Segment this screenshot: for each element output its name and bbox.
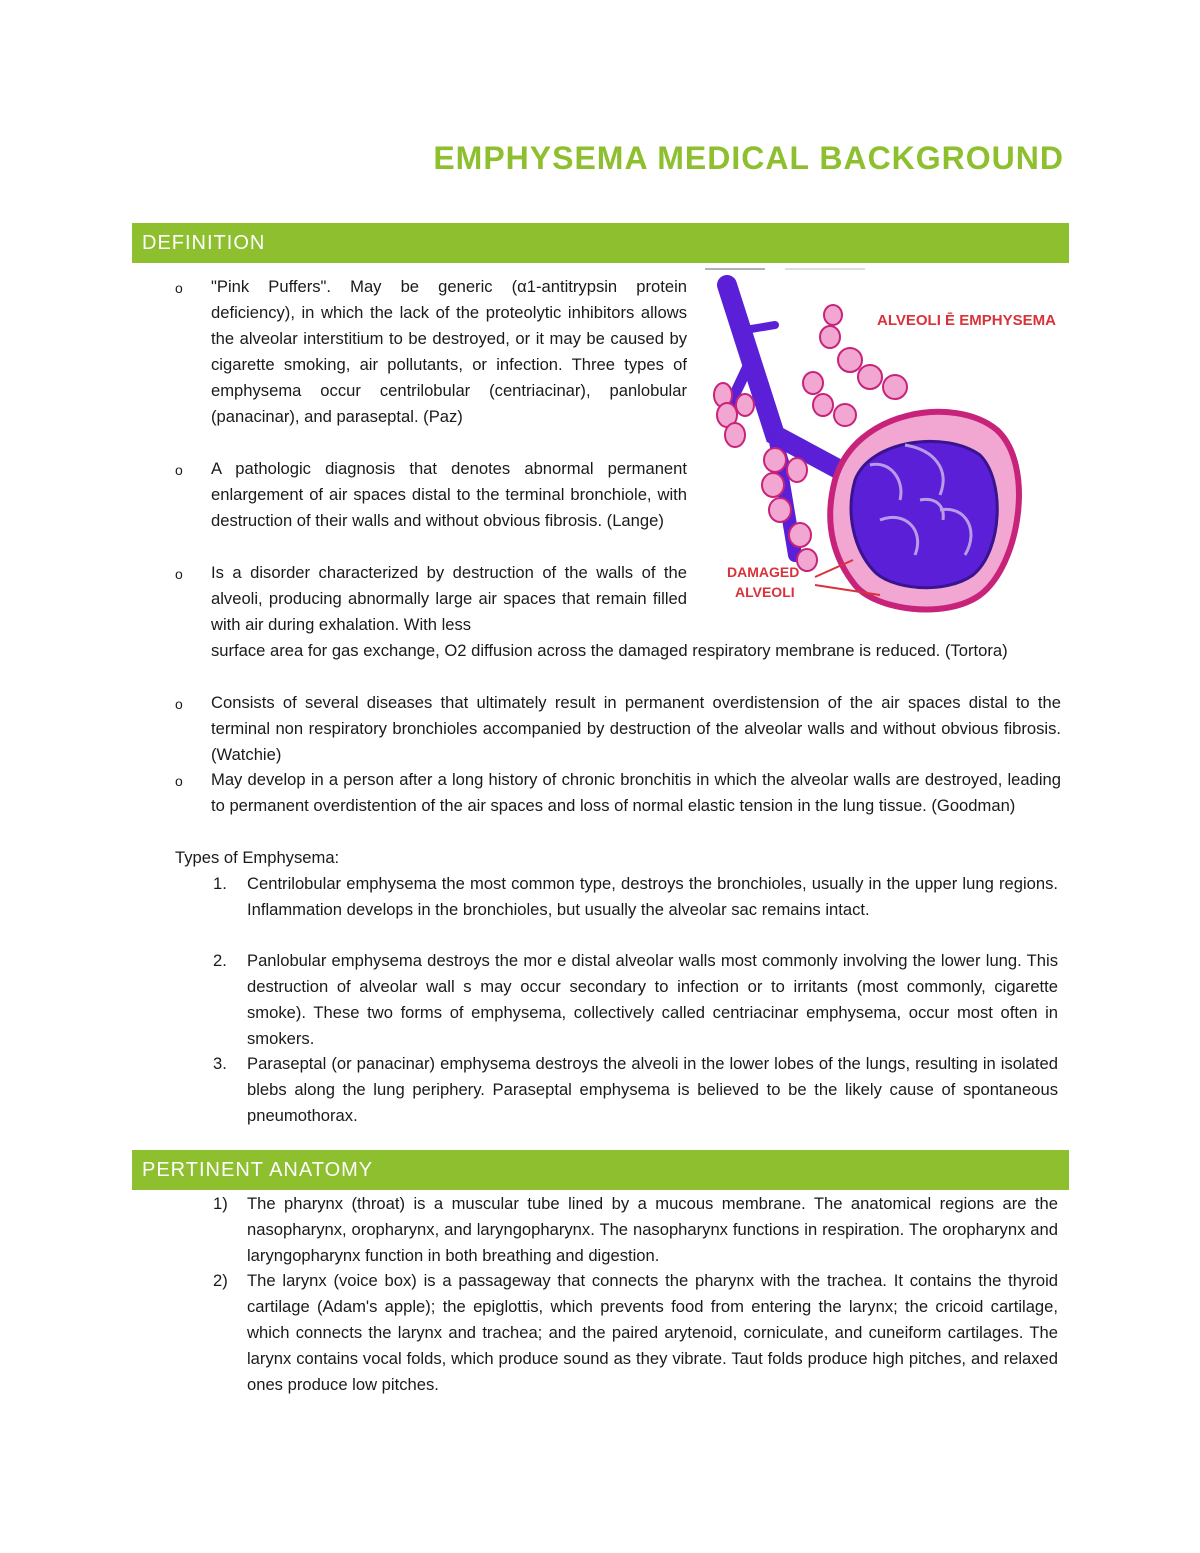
- definition-item: A pathologic diagnosis that denotes abnormal permanent enlargement of air spaces distal to the terminal bronchiole, with destruction of their walls and without obvious fibrosis. (Lange): [211, 459, 687, 530]
- bullet-marker: o: [175, 696, 183, 712]
- anatomy-item: The pharynx (throat) is a muscular tube lined by a mucous membrane. The anatomical regions are the nasopharynx, oropharynx, and laryngopharynx. The nasopharynx functions in respiration. The oropharynx and laryngopharynx function in both breathing and digestion.: [247, 1194, 1058, 1265]
- definition-item-continued: surface area for gas exchange, O2 diffusion across the damaged respiratory membrane is reduced. (Tortora): [211, 641, 1008, 660]
- enlarged-alveolus: [830, 412, 1019, 610]
- definition-item: Is a disorder characterized by destruction of the walls of the alveoli, producing abnormally large air spaces that remain filled with air during exhalation. With less: [211, 563, 687, 634]
- figure-label-top: ALVEOLI Ē EMPHYSEMA: [877, 312, 1056, 329]
- bullet-marker: o: [175, 280, 183, 296]
- bullet-marker: o: [175, 462, 183, 478]
- bullet-marker: o: [175, 566, 183, 582]
- figure-label-damaged: DAMAGED: [727, 564, 800, 580]
- types-item: Panlobular emphysema destroys the mor e distal alveolar walls most commonly involving the lower lung. This destruction of alveolar wall s may occur secondary to infection or to irritants (most commonly, cigarette smoke). These two forms of emphysema, collectively called centriacinar emphysema, occur most often in smokers.: [247, 951, 1058, 1048]
- definition-item: "Pink Puffers". May be generic (α1-antitrypsin protein deficiency), in which the lack of the proteolytic inhibitors allows the alveolar interstitium to be destroyed, or it may be caused by cigarette smoking, air pollutants, or infection. Three types of emphysema occur centrilobular (centriacinar), panlobular (panacinar), and paraseptal. (Paz): [211, 277, 687, 426]
- section-header-anatomy: PERTINENT ANATOMY: [132, 1150, 1069, 1190]
- definition-item: Consists of several diseases that ultimately result in permanent overdistension of the air spaces distal to the terminal non respiratory bronchioles accompanied by destruction of the alveolar walls and without obvious fibrosis. (Watchie): [211, 693, 1061, 764]
- definition-item: May develop in a person after a long history of chronic bronchitis in which the alveolar walls are destroyed, leading to permanent overdistention of the air spaces and loss of normal elastic tension in the lung tissue. (Goodman): [211, 770, 1061, 815]
- list-number: 1): [213, 1194, 228, 1213]
- types-item: Paraseptal (or panacinar) emphysema destroys the alveoli in the lower lobes of the lungs, resulting in isolated blebs along the lung periphery. Paraseptal emphysema is believed to be the likely cause of spontaneous pneumothorax.: [247, 1054, 1058, 1125]
- anatomy-item: The larynx (voice box) is a passageway that connects the pharynx with the trachea. It contains the thyroid cartilage (Adam's apple); the epiglottis, which prevents food from entering the larynx; the cricoid cartilage, which connects the larynx and trachea; and the paired arytenoid, corniculate, and cuneiform cartilages. The larynx contains vocal folds, which produce sound as they vibrate. Taut folds produce high pitches, and relaxed ones produce low pitches.: [247, 1271, 1058, 1394]
- types-heading: Types of Emphysema:: [175, 848, 340, 867]
- figure-label-alveoli: ALVEOLI: [735, 584, 795, 600]
- bullet-marker: o: [175, 773, 183, 789]
- alveoli-emphysema-illustration: [705, 265, 1060, 635]
- list-number: 2): [213, 1271, 228, 1290]
- list-number: 1.: [213, 874, 227, 893]
- section-header-definition: DEFINITION: [132, 223, 1069, 263]
- list-number: 2.: [213, 951, 227, 970]
- page-title: EMPHYSEMA MEDICAL BACKGROUND: [433, 140, 1064, 176]
- list-number: 3.: [213, 1054, 227, 1073]
- types-item: Centrilobular emphysema the most common type, destroys the bronchioles, usually in the upper lung regions. Inflammation develops in the bronchioles, but usually the alveolar sac remains intact.: [247, 874, 1058, 919]
